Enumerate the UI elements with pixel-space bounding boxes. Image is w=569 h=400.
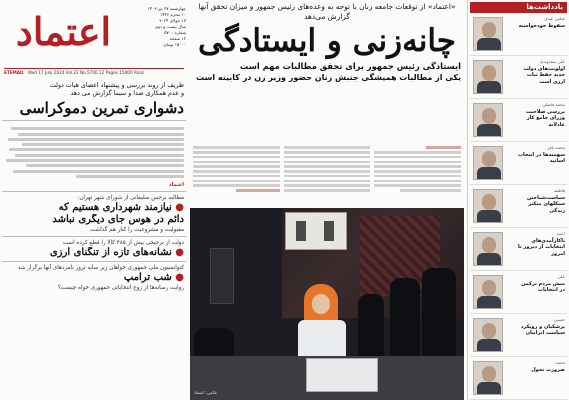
interview-intro: مطالبه نرجس سلیمانی از شورای شهر تهران: bbox=[77, 195, 184, 201]
note-title: محمد باقر سهمیه‌ها در انتخاب اساتید bbox=[515, 145, 565, 165]
author-photo bbox=[473, 361, 503, 395]
interview-headline-line2[interactable]: دائم در هوس جای دیگری نباشد bbox=[52, 214, 184, 225]
main-body-text bbox=[190, 144, 464, 208]
note-title: احمد ناکارآمدی‌های انتخابات از دیروز تا امروز bbox=[515, 231, 565, 257]
note-title: علی سعدوندی اولویت‌های دولت جدید حفظ ثبات ارزی است bbox=[515, 59, 565, 85]
note-author: محمد bbox=[555, 360, 565, 365]
author-photo bbox=[473, 103, 503, 137]
main-subheadline: ایستادگی رئیس جمهور برای تحقق مطالبات مهم است bbox=[239, 61, 461, 71]
brief-headline[interactable]: ● نشانه‌های تازه از تنگنای ارزی bbox=[49, 247, 184, 258]
interview-headline[interactable]: ● نیازمند شهرداری هستیم که bbox=[58, 202, 184, 213]
latin-name: ETEMAD bbox=[4, 70, 24, 75]
note-title: عباس عبدی سقوط خودخواسته bbox=[515, 16, 565, 29]
note-author: محمد باقر bbox=[547, 145, 565, 150]
author-photo bbox=[473, 232, 503, 266]
note-author: احمد bbox=[556, 231, 565, 236]
note-author: حسین bbox=[554, 317, 565, 322]
note-title: محمد ضرورت تحول bbox=[515, 360, 565, 373]
note-item[interactable] bbox=[470, 13, 567, 56]
author-photo bbox=[473, 146, 503, 180]
date-line: شماره ۵۷۰۰ bbox=[164, 30, 186, 35]
brief-intro: کنوانسیون ملی جمهوری خواهان زیر سایه ترور نامزدهای آنها برگزار شد bbox=[17, 265, 184, 271]
note-title: فاطمه سیاست‌شناختن سیکلهای متکثر زندگی bbox=[515, 188, 565, 214]
main-headline[interactable]: چانه‌زنی و ایستادگی bbox=[198, 23, 456, 59]
newspaper-logo: اعتماد bbox=[15, 9, 112, 54]
main-subheadline: یکی از مطالبات همیشگی جنبش زنان حضور وزیر زن در کابینه است bbox=[196, 73, 461, 82]
date-line: ۱۲ صفحه bbox=[169, 36, 186, 41]
latin-info-bar bbox=[4, 68, 184, 76]
brief-intro: دولت از ترجیحی بیش از ۴۸۵ کالا را قطع کرده است bbox=[62, 240, 184, 246]
person-silhouette bbox=[390, 278, 420, 358]
notes-header: یادداشت‌ها bbox=[470, 2, 567, 13]
note-item[interactable] bbox=[470, 99, 567, 142]
main-photo[interactable] bbox=[190, 208, 464, 400]
date-line: سال بیست و دوم bbox=[155, 24, 186, 29]
note-author: علی bbox=[557, 274, 565, 279]
ballot-box bbox=[306, 358, 378, 392]
interview-sub: مقبولیت و مشروعیت را کنار هم گذاشت bbox=[90, 227, 184, 233]
date-block bbox=[124, 6, 186, 58]
speaker-box bbox=[210, 248, 234, 304]
date-line: ۱۵۰۰۰ تومان bbox=[163, 42, 186, 47]
date-line: ۱۷ جولای ۲۰۲۴ bbox=[159, 18, 186, 23]
masthead bbox=[4, 2, 186, 80]
author-photo bbox=[473, 189, 503, 223]
note-item[interactable] bbox=[470, 228, 567, 271]
note-title: محمد فاضلی بررسی صلاحیت وزرای جامع کار عادلانه bbox=[515, 102, 565, 128]
date-line: ۱۰ محرم ۱۴۴۶ bbox=[159, 12, 186, 17]
right-column bbox=[467, 0, 569, 400]
person-silhouette bbox=[422, 268, 456, 358]
brief-sub: روایت رسانه‌ها از زوج انتخاباتی جمهوری خواه چیست؟ bbox=[57, 285, 184, 291]
voter-woman bbox=[292, 284, 352, 360]
note-author: محمد فاضلی bbox=[542, 102, 565, 107]
note-title: حسین پزشکیان و رویکرد سیاست ایرانیان bbox=[515, 317, 565, 337]
notes-list bbox=[468, 13, 569, 400]
left-column bbox=[2, 82, 186, 400]
lead-body-text bbox=[2, 123, 186, 181]
lead-kicker: ظریف از روند بررسی و پیشنهاد اعضای هیات دولت bbox=[49, 82, 184, 89]
main-kicker: «اعتماد» از توقعات جامعه زنان با توجه به وعده‌های رئیس جمهور و میزان تحقق آنها گزارش می‌دهد bbox=[198, 2, 456, 21]
note-author: علی سعدوندی bbox=[539, 59, 565, 64]
note-item[interactable] bbox=[470, 314, 567, 357]
author-photo bbox=[473, 318, 503, 352]
divider bbox=[2, 261, 186, 262]
photo-credit: عکس: اعتماد bbox=[194, 390, 218, 395]
note-author: فاطمه bbox=[553, 188, 565, 193]
author-photo bbox=[473, 17, 503, 51]
divider bbox=[2, 236, 186, 237]
note-item[interactable] bbox=[470, 142, 567, 185]
author-photo bbox=[473, 275, 503, 309]
note-item[interactable] bbox=[470, 271, 567, 314]
person-silhouette bbox=[358, 294, 384, 360]
latin-info: Wed 17 July 2024 Vol.22 No.5700 12 Pages 15000 Rials bbox=[27, 70, 144, 75]
divider bbox=[2, 191, 186, 192]
lead-tag: اعتماد bbox=[169, 182, 184, 188]
wall-poster bbox=[285, 212, 347, 250]
note-item[interactable] bbox=[470, 357, 567, 400]
note-item[interactable] bbox=[470, 185, 567, 228]
note-item[interactable] bbox=[470, 56, 567, 99]
divider bbox=[2, 120, 186, 121]
date-line: چهارشنبه ۲۷ تیر ۱۴۰۳ bbox=[147, 6, 186, 11]
note-title: علی منش مردم ترکمن در انتخابات bbox=[515, 274, 565, 294]
lead-headline[interactable]: دشواری تمرین دموکراسی bbox=[19, 99, 184, 117]
lead-kicker: و عدم همکاری صدا و سیما گزارش می دهد bbox=[70, 90, 184, 97]
note-author: عباس عبدی bbox=[544, 16, 565, 21]
author-photo bbox=[473, 60, 503, 94]
brief-headline[interactable]: ● شب ترامپ bbox=[123, 272, 184, 283]
